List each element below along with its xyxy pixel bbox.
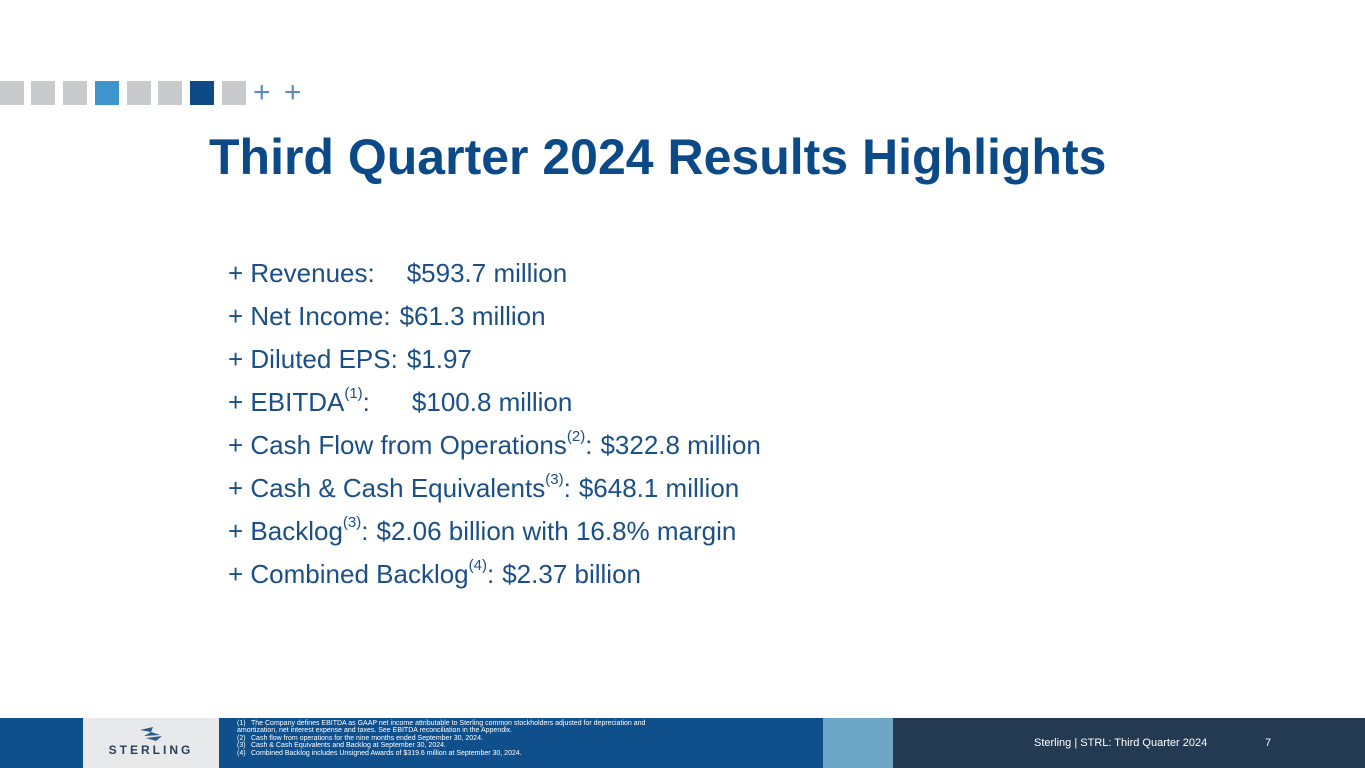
- highlight-label: + Cash Flow from Operations: [228, 430, 567, 460]
- highlight-net-income: [228, 295, 761, 338]
- highlight-combined-backlog: [228, 553, 761, 596]
- highlight-value: $322.8 million: [600, 430, 761, 460]
- footnote-ref: (1): [344, 385, 363, 403]
- highlight-label: + Diluted EPS:: [228, 344, 398, 374]
- deco-square: [158, 81, 182, 105]
- highlight-revenues: [228, 252, 761, 295]
- highlight-label: + Cash & Cash Equivalents: [228, 473, 546, 503]
- highlight-label: + Revenues:: [228, 258, 375, 288]
- highlight-cash-flow: [228, 424, 761, 467]
- highlight-colon: :: [362, 387, 370, 417]
- highlight-value: $2.37 billion: [502, 559, 641, 589]
- highlight-backlog: [228, 510, 761, 553]
- highlight-value: $61.3 million: [399, 301, 546, 331]
- footer-bar: [0, 718, 1365, 768]
- footnote-continuation: amortization, net interest expense and taxes. See EBITDA reconciliation in the Appendix.: [237, 727, 513, 735]
- highlights-list: [228, 252, 761, 596]
- plus-icon: +: [253, 76, 271, 109]
- highlight-ebitda: [228, 381, 761, 424]
- sterling-logo-mark-icon: [136, 726, 166, 742]
- highlight-colon: :: [563, 473, 571, 503]
- highlight-label: + Net Income:: [228, 301, 391, 331]
- deco-square: [222, 81, 246, 105]
- deco-square: [63, 81, 87, 105]
- highlight-colon: :: [361, 516, 369, 546]
- footnotes-panel: [219, 718, 823, 768]
- highlight-label: + Backlog: [228, 516, 343, 546]
- highlight-value: $1.97: [406, 344, 472, 374]
- slide-title: Third Quarter 2024 Results Highlights: [209, 129, 1107, 185]
- deco-square: [95, 81, 119, 105]
- highlight-colon: :: [585, 430, 593, 460]
- highlight-cash-equivalents: [228, 467, 761, 510]
- footer-teal-block: [823, 718, 893, 768]
- highlight-label: + EBITDA: [228, 387, 345, 417]
- footer-accent: [0, 718, 83, 768]
- page-number: 7: [1265, 737, 1272, 749]
- footnote-ref: (3): [545, 471, 564, 489]
- highlight-label: + Combined Backlog: [228, 559, 469, 589]
- footnote: (3) Cash & Cash Equivalents and Backlog at September 30, 2024.: [237, 742, 446, 750]
- highlight-value: $593.7 million: [406, 258, 568, 288]
- footnote: (2) Cash flow from operations for the nine months ended September 30, 2024.: [237, 734, 483, 742]
- footnotes-list: [237, 720, 645, 757]
- highlight-diluted-eps: [228, 338, 761, 381]
- deco-square: [31, 81, 55, 105]
- footnote: (4) Combined Backlog includes Unsigned Awards of $319.6 million at September 30, 2024.: [237, 749, 522, 757]
- footer-company-label: Sterling | STRL: Third Quarter 2024: [1034, 737, 1208, 749]
- footnote-ref: (2): [566, 428, 586, 446]
- footnote-ref: (3): [342, 514, 362, 532]
- highlight-colon: :: [486, 559, 495, 589]
- deco-square: [0, 81, 24, 105]
- sterling-logo: [83, 718, 219, 768]
- highlight-value: $648.1 million: [578, 473, 740, 503]
- footnote: (1) The Company defines EBITDA as GAAP net income attributable to Sterling common stockholders adjusted for depreciation and: [237, 720, 646, 727]
- logo-wordmark: STERLING: [108, 743, 194, 757]
- deco-square: [190, 81, 214, 105]
- highlight-value: $100.8 million: [411, 387, 573, 417]
- footnote-ref: (4): [468, 557, 487, 575]
- highlight-value: $2.06 billion with 16.8% margin: [376, 516, 737, 546]
- plus-icon: +: [284, 76, 302, 109]
- deco-square: [127, 81, 151, 105]
